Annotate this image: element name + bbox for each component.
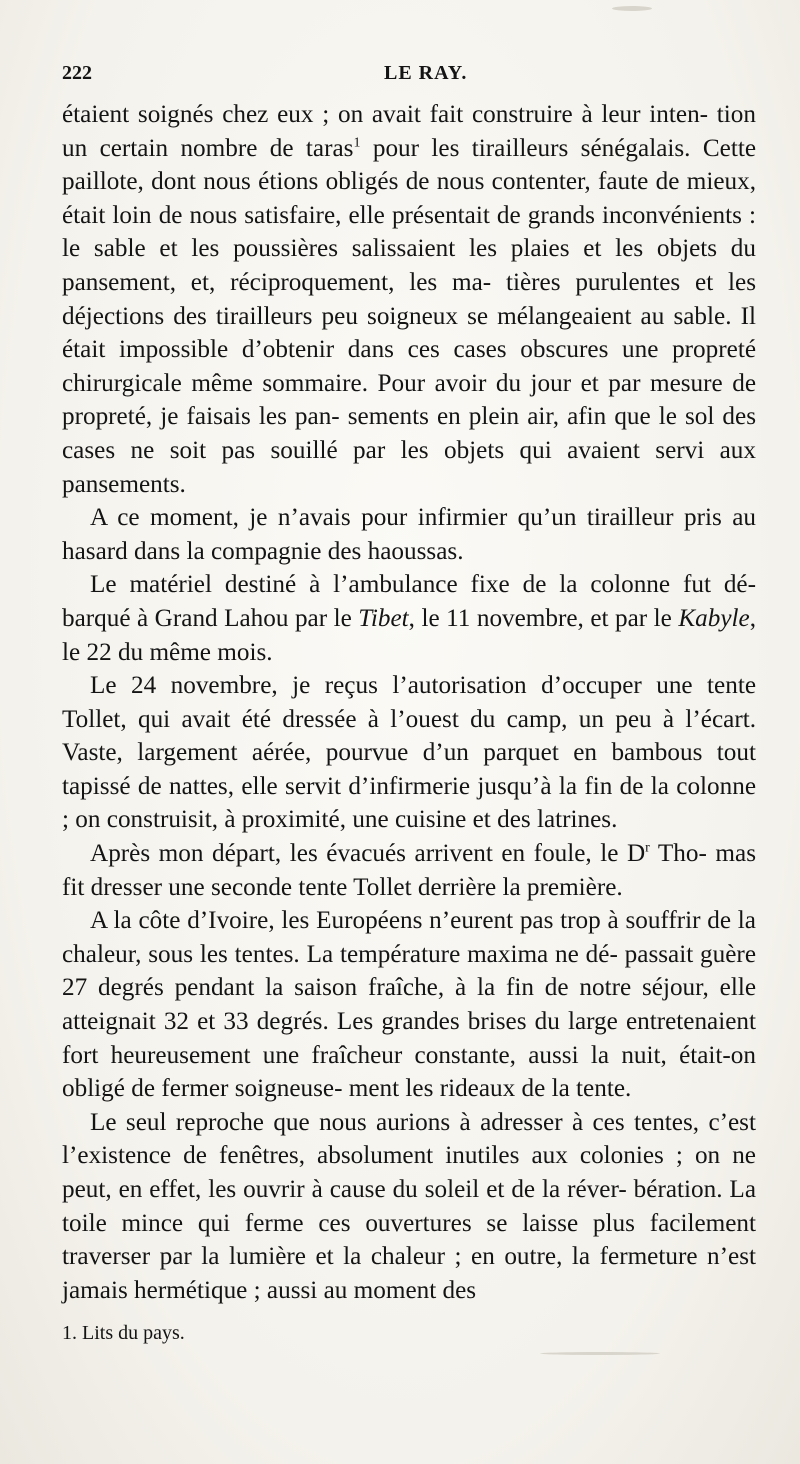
paper-speck (612, 6, 652, 11)
paper-speck (540, 1352, 660, 1355)
paragraph (62, 904, 756, 1106)
running-header (62, 62, 756, 88)
text-run: , le 22 du même mois. (62, 604, 756, 666)
text-run: Après mon départ, les évacués arrivent en foule, le D (90, 840, 646, 868)
paragraph (62, 837, 756, 904)
text-run: pour les tirailleurs sénégalais. Cette paillote, dont nous étions obligés de nous contenter, faute de mieux, était loin de nous satisfaire, elle présentait de grands inconvénients : le sable et les poussières salissaient les plaies et les objets du pansement, et, réciproquement, les ma- tières purulentes et les déjections des tirailleurs peu soigneux se mélangeaient au sable. Il était impossible d’obtenir dans ces cases obscures une propreté chirurgicale même sommaire. Pour avoir du jour et par mesure de propreté, je faisais les pan- sements en plein air, afin que le sol des cases ne soit pas souillé par les objets qui avaient servi aux pansements. (62, 134, 757, 498)
text-run: Tho- mas fit dresser une seconde tente Tollet derrière la première. (62, 840, 756, 901)
italic-ship-name: Tibet (358, 604, 409, 632)
superscript: r (645, 840, 650, 856)
text-run: , le 11 novembre, et par le (408, 604, 679, 632)
text-run: Le matériel destiné à l’ambulance fixe de la colonne fut dé- barqué à Grand Lahou par le (62, 571, 756, 632)
footnote: 1. Lits du pays. (62, 1322, 185, 1344)
paragraph (62, 1106, 756, 1308)
paragraph (62, 98, 756, 501)
text-run: Le 24 novembre, je reçus l’autorisation d’occuper une tente Tollet, qui avait été dressée à l’ouest du camp, un peu à l’écart. Vaste, largement aérée, pourvue d’un parquet en bambous tout tapissé de nattes, elle servit d’infirmerie jusqu’à la fin de la colonne ; on construisit, à proximité, une cuisine et des latrines. (62, 672, 756, 834)
text-run: A la côte d’Ivoire, les Européens n’eurent pas trop à souffrir de la chaleur, sous les tentes. La température maxima ne dé- passait guère 27 degrés pendant la saison fraîche, à la fin de notre séjour, elle atteignait 32 et 33 degrés. Les grandes brises du large entretenaient fort heureusement une fraîcheur constante, aussi la nuit, était-on obligé de fermer soigneuse- ment les rideaux de la tente. (62, 907, 756, 1103)
text-run: étaient soignés chez eux ; on avait fait construire à leur inten- tion un certain nombre de taras (62, 101, 756, 162)
paragraph (62, 501, 756, 568)
running-title: LE RAY. (384, 62, 468, 84)
body-text (62, 98, 756, 1307)
paragraph (62, 568, 756, 669)
page-number: 222 (62, 62, 92, 84)
text-run: Le seul reproche que nous aurions à adresser à ces tentes, c’est l’existence de fenêtres, absolument inutiles aux colonies ; on ne peut, en effet, les ouvrir à cause du soleil et de la réver- bération. La toile mince qui ferme ces ouvertures se laisse plus facilement traverser par la lumière et la chaleur ; en outre, la fermeture n’est jamais hermétique ; aussi au moment des (62, 1108, 756, 1304)
paragraph (62, 669, 756, 837)
text-run: A ce moment, je n’avais pour infirmier qu’un tirailleur pris au hasard dans la compagnie des haoussas. (62, 504, 756, 565)
italic-ship-name: Kabyle (678, 604, 750, 632)
superscript: 1 (353, 135, 361, 151)
